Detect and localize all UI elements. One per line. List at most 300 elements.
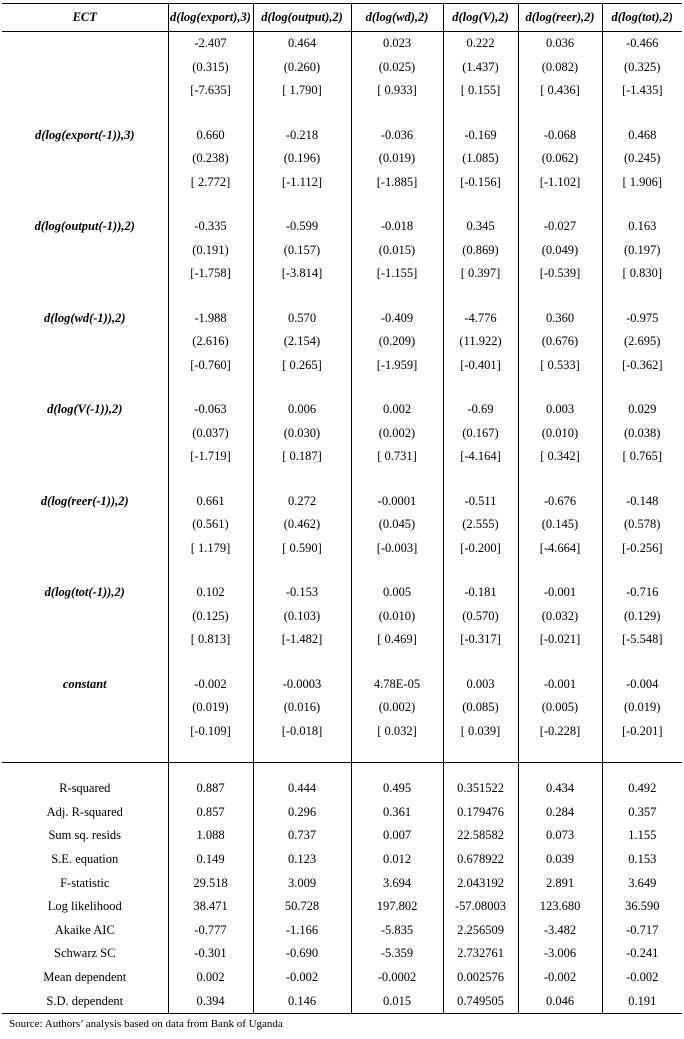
row-t-statistic [2,79,682,103]
spacer-cell [602,377,682,398]
row-coefficient [2,581,682,605]
regressor-label [2,445,168,469]
row-standard-error [2,330,682,354]
spacer-cell [443,103,518,124]
stat-row [2,777,682,801]
regressor-label [2,422,168,446]
spacer-cell [2,194,168,215]
stat-value: -5.835 [351,919,443,943]
t-statistic-cell: [-0.228] [518,720,602,744]
header-equation: d(log(reer),2) [518,4,602,32]
stat-value: 0.357 [602,801,682,825]
regressor-label [2,171,168,195]
spacer-cell [2,743,168,763]
standard-error-cell: (0.002) [351,696,443,720]
stat-label: S.E. equation [51,852,119,867]
t-statistic-cell: [-0.317] [443,628,518,652]
standard-error-cell: (0.157) [253,239,351,263]
standard-error-cell: (1.437) [443,56,518,80]
standard-error-cell: (0.315) [168,56,253,80]
spacer-cell [2,103,168,124]
spacer-cell [168,763,253,778]
t-statistic-cell: [-1.112] [253,171,351,195]
coefficient-cell: -0.063 [168,398,253,422]
spacer-cell [168,743,253,763]
stat-label: Mean dependent [43,970,127,985]
t-statistic-cell: [-0.003] [351,537,443,561]
spacer-cell [518,469,602,490]
stat-value: 3.694 [351,871,443,895]
stat-value: 123.680 [518,895,602,919]
stat-value: 2.732761 [443,942,518,966]
stat-value: 0.434 [518,777,602,801]
coefficient-cell: 0.570 [253,307,351,331]
t-statistic-cell: [ 0.032] [351,720,443,744]
t-statistic-cell: [ 0.155] [443,79,518,103]
t-statistic-cell: [ 0.590] [253,537,351,561]
spacer-cell [351,763,443,778]
coefficient-cell: 0.003 [518,398,602,422]
stat-value: 0.296 [253,801,351,825]
t-statistic-cell: [-1.885] [351,171,443,195]
regressor-label [2,513,168,537]
regressor-label [2,262,168,286]
spacer-cell [443,194,518,215]
t-statistic-cell: [-1.758] [168,262,253,286]
stat-value: 29.518 [168,871,253,895]
spacer-cell [168,652,253,673]
t-statistic-cell: [-0.201] [602,720,682,744]
spacer-cell [168,560,253,581]
coefficient-cell: 0.102 [168,581,253,605]
stat-value: 197.802 [351,895,443,919]
t-statistic-cell: [-0.018] [253,720,351,744]
stat-value: 2.043192 [443,871,518,895]
stat-row [2,989,682,1013]
standard-error-cell: (0.002) [351,422,443,446]
coefficient-cell: 0.029 [602,398,682,422]
coefficient-cell: -2.407 [168,32,253,56]
t-statistic-cell: [ 0.765] [602,445,682,469]
stat-value: 0.749505 [443,989,518,1013]
row-coefficient [2,124,682,148]
row-standard-error [2,239,682,263]
stat-value: 1.155 [602,824,682,848]
t-statistic-cell: [-0.109] [168,720,253,744]
stat-value: -0.777 [168,919,253,943]
stat-value: 0.887 [168,777,253,801]
stat-value: 38.471 [168,895,253,919]
spacer-cell [253,560,351,581]
t-statistic-cell: [-1.719] [168,445,253,469]
regressor-label [2,696,168,720]
spacer-cell [443,560,518,581]
coefficient-cell: 0.222 [443,32,518,56]
regressor-label [2,147,168,171]
t-statistic-cell: [ 1.179] [168,537,253,561]
standard-error-cell: (0.019) [602,696,682,720]
row-t-statistic [2,628,682,652]
standard-error-cell: (0.049) [518,239,602,263]
regressor-label: d(log(reer(-1)),2) [40,493,129,508]
t-statistic-cell: [-1.435] [602,79,682,103]
spacer-cell [518,763,602,778]
vecm-results-table [2,3,682,1014]
t-statistic-cell: [ 0.187] [253,445,351,469]
t-statistic-cell: [-1.155] [351,262,443,286]
stat-value: 0.737 [253,824,351,848]
standard-error-cell: (1.085) [443,147,518,171]
spacer-cell [351,560,443,581]
t-statistic-cell: [-0.256] [602,537,682,561]
t-statistic-cell: [ 0.265] [253,354,351,378]
spacer-cell [253,103,351,124]
t-statistic-cell: [-1.959] [351,354,443,378]
coefficient-cell: 0.660 [168,124,253,148]
stat-value: 2.256509 [443,919,518,943]
row-standard-error [2,513,682,537]
standard-error-cell: (0.209) [351,330,443,354]
block-spacer [2,560,682,581]
standard-error-cell: (0.025) [351,56,443,80]
stat-value: 1.088 [168,824,253,848]
stat-value: 3.009 [253,871,351,895]
t-statistic-cell: [ 0.731] [351,445,443,469]
coefficient-cell: -0.466 [602,32,682,56]
coefficient-cell: -0.036 [351,124,443,148]
spacer-cell [2,560,168,581]
t-statistic-cell: [-0.021] [518,628,602,652]
stat-value: -1.166 [253,919,351,943]
stat-value: 36.590 [602,895,682,919]
regressor-label: d(log(wd(-1)),2) [43,310,126,325]
header-ect: ECT [2,4,168,32]
standard-error-cell: (0.125) [168,605,253,629]
standard-error-cell: (0.245) [602,147,682,171]
spacer-cell [602,743,682,763]
spacer-cell [351,286,443,307]
spacer-cell [253,286,351,307]
row-t-statistic [2,720,682,744]
coefficient-cell: -0.0003 [253,673,351,697]
block-spacer [2,743,682,763]
standard-error-cell: (0.325) [602,56,682,80]
coefficient-cell: -0.148 [602,490,682,514]
spacer-cell [2,763,168,778]
spacer-cell [443,286,518,307]
coefficient-cell: 0.163 [602,215,682,239]
spacer-cell [518,103,602,124]
spacer-cell [443,469,518,490]
t-statistic-cell: [-0.362] [602,354,682,378]
stat-label: F-statistic [60,875,110,890]
standard-error-cell: (0.869) [443,239,518,263]
t-statistic-cell: [ 0.533] [518,354,602,378]
standard-error-cell: (0.129) [602,605,682,629]
header-row [2,4,682,32]
block-spacer [2,286,682,307]
t-statistic-cell: [ 1.790] [253,79,351,103]
standard-error-cell: (0.197) [602,239,682,263]
coefficient-cell: 0.272 [253,490,351,514]
standard-error-cell: (0.578) [602,513,682,537]
stat-label: Sum sq. resids [48,828,122,843]
t-statistic-cell: [-0.156] [443,171,518,195]
coefficient-cell: -0.018 [351,215,443,239]
stat-value: -0.002 [253,966,351,990]
t-statistic-cell: [ 0.933] [351,79,443,103]
standard-error-cell: (0.260) [253,56,351,80]
row-standard-error [2,422,682,446]
stat-label: Akaike AIC [54,922,115,937]
coefficient-cell: 0.002 [351,398,443,422]
row-t-statistic [2,537,682,561]
block-spacer [2,469,682,490]
stat-row [2,966,682,990]
coefficient-cell: 0.468 [602,124,682,148]
standard-error-cell: (0.010) [518,422,602,446]
header-equation: d(log(export),3) [168,4,253,32]
row-t-statistic [2,262,682,286]
header-equation: d(log(V),2) [443,4,518,32]
stat-value: 0.002576 [443,966,518,990]
coefficient-cell: -0.153 [253,581,351,605]
stat-value: -57.08003 [443,895,518,919]
spacer-cell [253,652,351,673]
standard-error-cell: (2.154) [253,330,351,354]
stat-value: 0.012 [351,848,443,872]
t-statistic-cell: [-4.164] [443,445,518,469]
spacer-cell [602,194,682,215]
standard-error-cell: (0.030) [253,422,351,446]
regressor-label: d(log(V(-1)),2) [47,402,123,417]
spacer-cell [351,103,443,124]
regressor-label [2,605,168,629]
standard-error-cell: (0.462) [253,513,351,537]
spacer-cell [602,652,682,673]
row-coefficient [2,307,682,331]
standard-error-cell: (0.015) [351,239,443,263]
spacer-cell [518,377,602,398]
coefficient-cell: 0.036 [518,32,602,56]
row-standard-error [2,696,682,720]
coefficient-cell: 0.005 [351,581,443,605]
t-statistic-cell: [-7.635] [168,79,253,103]
coefficient-cell: -0.716 [602,581,682,605]
stat-row [2,848,682,872]
coefficient-cell: -0.69 [443,398,518,422]
t-statistic-cell: [-4.664] [518,537,602,561]
regressor-label: d(log(tot(-1)),2) [44,585,125,600]
standard-error-cell: (0.082) [518,56,602,80]
standard-error-cell: (0.167) [443,422,518,446]
coefficient-cell: -0.001 [518,581,602,605]
stat-value: -3.006 [518,942,602,966]
regressor-label [2,354,168,378]
standard-error-cell: (0.085) [443,696,518,720]
spacer-cell [253,377,351,398]
regressor-label [2,720,168,744]
row-coefficient [2,673,682,697]
spacer-cell [253,743,351,763]
standard-error-cell: (0.038) [602,422,682,446]
spacer-cell [351,194,443,215]
regressor-label: constant [62,676,107,691]
coefficient-cell: -0.0001 [351,490,443,514]
regressor-label [2,56,168,80]
stat-value: 0.073 [518,824,602,848]
stat-value: 0.002 [168,966,253,990]
spacer-cell [253,194,351,215]
row-coefficient [2,398,682,422]
header-equation: d(log(output),2) [253,4,351,32]
stat-label: S.D. dependent [2,989,168,1013]
stat-row [2,895,682,919]
t-statistic-cell: [-0.200] [443,537,518,561]
stat-value: 50.728 [253,895,351,919]
t-statistic-cell: [ 0.397] [443,262,518,286]
coefficient-cell: 0.023 [351,32,443,56]
stat-value: 0.179476 [443,801,518,825]
stat-row [2,942,682,966]
row-standard-error [2,56,682,80]
t-statistic-cell: [-0.539] [518,262,602,286]
t-statistic-cell: [ 0.342] [518,445,602,469]
standard-error-cell: (0.045) [351,513,443,537]
stat-row [2,824,682,848]
regressor-label [2,239,168,263]
standard-error-cell: (0.005) [518,696,602,720]
spacer-cell [168,194,253,215]
stat-value: 22.58582 [443,824,518,848]
stat-value: -0.002 [518,966,602,990]
coefficient-cell: -0.409 [351,307,443,331]
stat-value: 0.351522 [443,777,518,801]
stat-value: -0.690 [253,942,351,966]
stat-value: 0.123 [253,848,351,872]
regressor-label [2,537,168,561]
coefficient-cell: -0.676 [518,490,602,514]
spacer-cell [351,469,443,490]
spacer-cell [351,652,443,673]
t-statistic-cell: [-0.760] [168,354,253,378]
row-standard-error [2,147,682,171]
stat-label: R-squared [59,781,111,796]
stat-value: -0.241 [602,942,682,966]
coefficient-cell: -0.218 [253,124,351,148]
regressor-label [2,79,168,103]
spacer-cell [518,194,602,215]
stat-value: -3.482 [518,919,602,943]
coefficient-cell: -0.027 [518,215,602,239]
t-statistic-cell: [ 0.039] [443,720,518,744]
coefficient-cell: 0.661 [168,490,253,514]
spacer-cell [2,286,168,307]
spacer-cell [253,763,351,778]
stat-value: -0.717 [602,919,682,943]
coefficient-cell: 0.003 [443,673,518,697]
t-statistic-cell: [ 0.436] [518,79,602,103]
coefficient-cell: 4.78E-05 [351,673,443,697]
coefficient-cell: 0.464 [253,32,351,56]
coefficient-cell: -4.776 [443,307,518,331]
stat-value: 0.361 [351,801,443,825]
stat-value: -0.301 [168,942,253,966]
spacer-cell [602,469,682,490]
regressor-label: d(log(output(-1)),2) [34,219,135,234]
coefficient-cell: -0.169 [443,124,518,148]
stat-value: 0.015 [351,989,443,1013]
coefficient-cell: -0.068 [518,124,602,148]
stat-value: -0.002 [602,966,682,990]
stat-label: Schwarz SC [54,946,116,961]
standard-error-cell: (2.695) [602,330,682,354]
spacer-cell [168,377,253,398]
t-statistic-cell: [ 0.830] [602,262,682,286]
standard-error-cell: (0.570) [443,605,518,629]
standard-error-cell: (0.010) [351,605,443,629]
stat-value: -0.0002 [351,966,443,990]
stat-value: 0.495 [351,777,443,801]
spacer-cell [518,560,602,581]
stat-value: 0.678922 [443,848,518,872]
spacer-cell [602,560,682,581]
t-statistic-cell: [-3.814] [253,262,351,286]
stat-value: 0.492 [602,777,682,801]
stat-row [2,919,682,943]
coefficient-cell: -0.001 [518,673,602,697]
row-t-statistic [2,445,682,469]
spacer-cell [518,743,602,763]
stat-value: 0.149 [168,848,253,872]
row-standard-error [2,605,682,629]
stat-row [2,801,682,825]
standard-error-cell: (2.555) [443,513,518,537]
header-equation: d(log(wd),2) [351,4,443,32]
row-t-statistic [2,354,682,378]
coefficient-cell: 0.345 [443,215,518,239]
spacer-cell [253,469,351,490]
block-spacer [2,377,682,398]
regressor-label [2,330,168,354]
standard-error-cell: (2.616) [168,330,253,354]
spacer-cell [2,469,168,490]
standard-error-cell: (0.016) [253,696,351,720]
spacer-cell [602,103,682,124]
spacer-cell [168,469,253,490]
row-coefficient [2,490,682,514]
spacer-cell [2,652,168,673]
stat-value: -5.359 [351,942,443,966]
standard-error-cell: (0.103) [253,605,351,629]
coefficient-cell: -0.975 [602,307,682,331]
block-spacer [2,652,682,673]
standard-error-cell: (0.019) [351,147,443,171]
standard-error-cell: (0.561) [168,513,253,537]
source-note: Source: Authors’ analysis based on data from Bank of Uganda [9,1018,283,1030]
row-coefficient [2,32,682,56]
coefficient-cell: -0.599 [253,215,351,239]
spacer-cell [351,377,443,398]
stat-value: 0.046 [518,989,602,1013]
stat-value: 2.891 [518,871,602,895]
stat-value: 0.444 [253,777,351,801]
spacer-cell [602,763,682,778]
coefficient-cell: -0.511 [443,490,518,514]
spacer-cell [443,743,518,763]
t-statistic-cell: [-0.401] [443,354,518,378]
coefficient-cell: 0.360 [518,307,602,331]
